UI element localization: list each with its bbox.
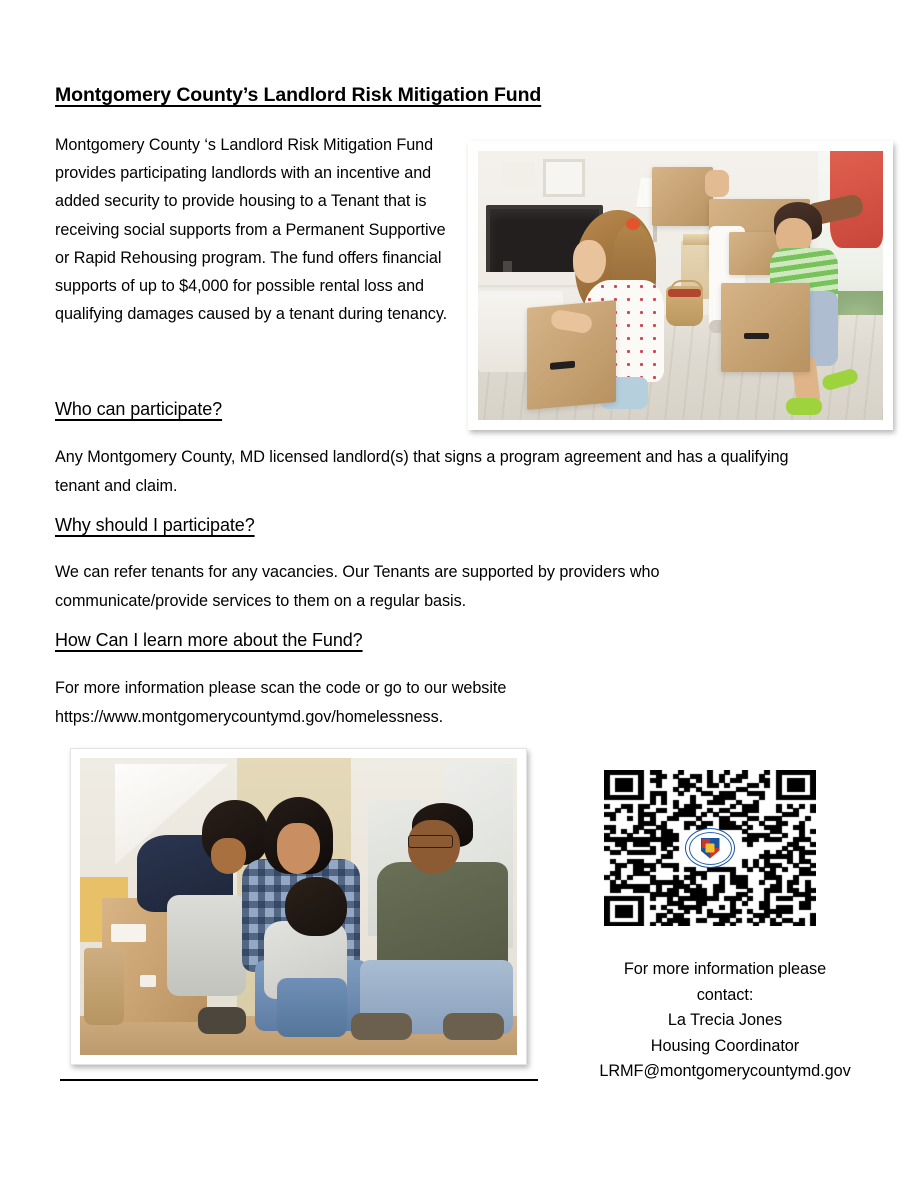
father-boot [443, 1013, 504, 1040]
woven-basket [84, 948, 123, 1025]
cardboard-box [652, 167, 713, 226]
contact-block [540, 957, 910, 1085]
children-carrying-moving-boxes-photo [468, 141, 893, 430]
toddler-hair [285, 877, 346, 936]
adult-hand [705, 170, 729, 197]
girl-face [573, 240, 605, 283]
section-heading-how: How Can I learn more about the Fund? [55, 630, 363, 650]
section-body-how: For more information please scan the code or go to our website https://www.montgomerycountymd.gov/homelessness. [55, 679, 507, 726]
father-boot [351, 1013, 412, 1040]
bottom-photo-scene [80, 758, 517, 1055]
boy-face [211, 838, 246, 874]
contact-line-1: For more information please [623, 960, 827, 978]
box-label [111, 924, 146, 942]
toddler-jeans [277, 978, 347, 1037]
family-sitting-with-moving-boxes-photo [70, 748, 527, 1065]
boy-shoe [786, 398, 822, 414]
cardboard-box [721, 283, 810, 372]
boy-shoe [198, 1007, 246, 1034]
section-body-who: Any Montgomery County, MD licensed landlord(s) that signs a program agreement and has a qualifying tenant and claim. [55, 448, 789, 495]
qr-code[interactable] [604, 770, 816, 926]
wall-picture-frame [543, 159, 585, 197]
wicker-basket [666, 286, 702, 326]
wall-art-small [502, 162, 534, 186]
contact-name: La Trecia Jones [667, 1011, 783, 1029]
bottom-photo-inner [80, 758, 517, 1055]
section-heading-who: Who can participate? [55, 399, 223, 419]
section-body-why: We can refer tenants for any vacancies. Our Tenants are supported by providers who communicate/provide services to them on a regular basis. [55, 563, 660, 610]
boy-sweatpants [167, 895, 246, 996]
shield-center-cross [706, 843, 715, 852]
father-olive-tshirt [377, 862, 508, 975]
top-photo-scene [478, 151, 883, 420]
section-heading-why: Why should I participate? [55, 515, 255, 535]
top-photo-inner [478, 151, 883, 420]
footer-divider [60, 1079, 538, 1081]
montgomery-county-seal-icon [685, 828, 735, 868]
contact-role: Housing Coordinator [650, 1036, 800, 1055]
contact-line-2: contact: [696, 985, 754, 1004]
page-title: Montgomery County’s Landlord Risk Mitigation Fund [55, 84, 542, 106]
intro-paragraph: Montgomery County ‘s Landlord Risk Mitigation Fund provides participating landlords with an incentive and added security to provide housing to a Tenant that is receiving social supports from a Permanent Supportive or Rapid Rehousing program. The fund offers financial supports of up to $4,000 for possible rental loss and qualifying damages caused by a tenant during tenancy. [55, 136, 448, 324]
contact-email[interactable]: LRMF@montgomerycountymd.gov [599, 1062, 851, 1080]
father-glasses [408, 835, 454, 847]
